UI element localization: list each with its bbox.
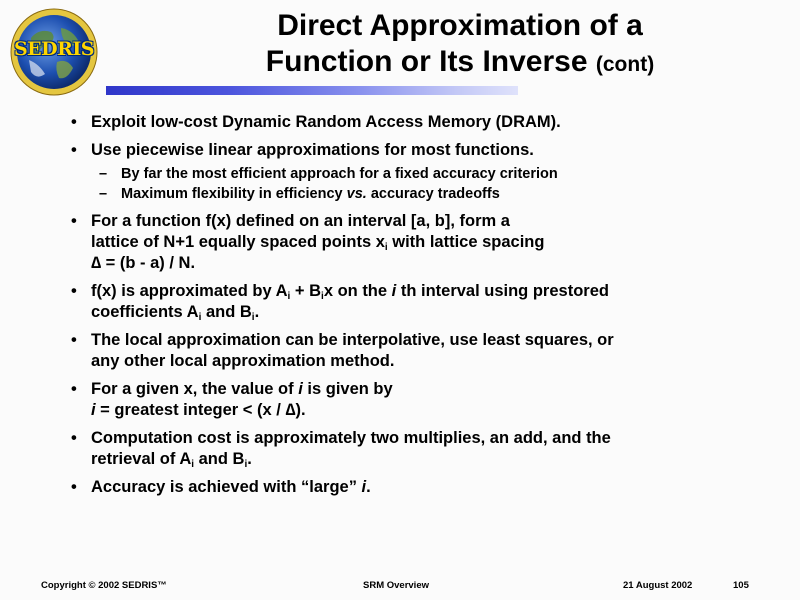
subscript: i — [244, 459, 248, 470]
footer-title: SRM Overview — [363, 580, 429, 591]
title-suffix: (cont) — [595, 53, 655, 76]
sub-bullet-text: By far the most efficient approach for a fixed accuracy criterion — [121, 166, 558, 182]
bullet-list — [58, 112, 758, 505]
subscript: i — [251, 312, 255, 323]
bullet-text: . — [254, 303, 260, 321]
bullet-text: coefficients A — [91, 303, 199, 321]
bullet-line: • For a function f(x) defined on an interval [a, b], form a — [91, 212, 510, 230]
bullet-line: ∆ = (b - a) / N. — [91, 254, 196, 272]
bullet-text: is given by — [302, 380, 393, 398]
bullet-text: and B — [201, 303, 252, 321]
title-line-2-text: Function or Its Inverse — [265, 45, 588, 78]
subscript: i — [384, 242, 388, 253]
footer-copyright: Copyright © 2002 SEDRIS™ — [41, 580, 167, 591]
bullet-text: Use piecewise linear approximations for most functions. — [91, 141, 534, 159]
sub-bullet-text: Maximum flexibility in efficiency — [121, 186, 347, 202]
bullet-text: with lattice spacing — [387, 233, 545, 251]
slide-title — [150, 8, 770, 83]
bullet-line: • The local approximation can be interpolative, use least squares, or — [91, 331, 614, 349]
sub-bullet-list — [91, 164, 758, 204]
subscript: i — [321, 291, 324, 302]
bullet-text: x on the — [323, 282, 392, 300]
logo-text: SEDRIS — [13, 38, 95, 60]
bullet-item — [58, 211, 758, 274]
bullet-text: Exploit low-cost Dynamic Random Access Memory (DRAM). — [91, 113, 561, 131]
footer-date: 21 August 2002 — [623, 580, 693, 591]
bullet-text: = greatest integer < (x / ∆). — [95, 401, 306, 419]
italic-i: i — [91, 401, 96, 419]
bullet-item — [58, 281, 758, 323]
italic-i: i — [298, 380, 303, 398]
bullet-item — [58, 477, 758, 498]
bullet-text: retrieval of A — [91, 450, 192, 468]
sub-bullet-text: accuracy tradeoffs — [366, 186, 500, 202]
subscript: i — [198, 312, 202, 323]
bullet-line — [91, 302, 758, 323]
bullet-line — [91, 281, 758, 302]
sub-bullet-item — [91, 184, 758, 204]
bullet-text: and B — [194, 450, 245, 468]
bullet-text: + B — [290, 282, 322, 300]
italic-vs: vs. — [346, 186, 367, 202]
bullet-line — [91, 400, 758, 421]
subscript: i — [287, 291, 291, 302]
sedris-logo — [9, 8, 99, 96]
bullet-text: For a given x, the value of — [91, 380, 299, 398]
bullet-line: any other local approximation method. — [91, 352, 395, 370]
title-line-2 — [150, 44, 770, 83]
sub-bullet-item — [91, 164, 758, 184]
bullet-item — [58, 330, 758, 372]
title-line-1: Direct Approximation of a — [277, 9, 643, 42]
italic-i: i — [361, 478, 367, 496]
bullet-text: Accuracy is achieved with “large” — [91, 478, 362, 496]
bullet-line: • Computation cost is approximately two multiplies, an add, and the — [91, 429, 611, 447]
subscript: i — [191, 459, 195, 470]
bullet-item — [58, 112, 758, 133]
bullet-line — [91, 232, 758, 253]
bullet-text: f(x) is approximated by A — [91, 282, 288, 300]
bullet-line — [91, 449, 758, 470]
title-underline-bar — [106, 86, 518, 95]
bullet-text: . — [366, 478, 371, 496]
bullet-text: lattice of N+1 equally spaced points x — [91, 233, 385, 251]
italic-i: i — [391, 282, 397, 300]
bullet-item — [58, 428, 758, 470]
footer-page-number: 105 — [733, 580, 749, 591]
bullet-line — [91, 379, 758, 400]
bullet-text: . — [247, 450, 252, 468]
bullet-item — [58, 140, 758, 204]
bullet-item — [58, 379, 758, 421]
bullet-text: th interval using prestored — [396, 282, 609, 300]
